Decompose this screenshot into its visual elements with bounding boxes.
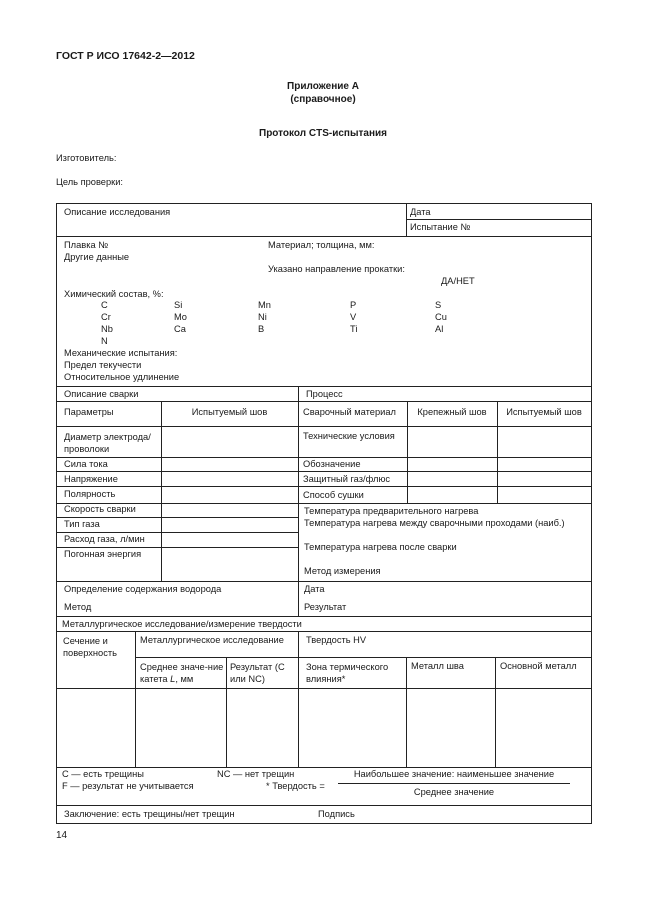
divider xyxy=(56,547,298,548)
avg-leg-label xyxy=(140,661,224,685)
element: Ca xyxy=(174,324,186,334)
divider xyxy=(56,767,591,768)
heat-no-label: Плавка № xyxy=(64,240,109,250)
divider xyxy=(135,657,591,658)
gas-type-label: Тип газа xyxy=(64,519,100,529)
metallurgy-header: Металлургическое исследование/измерение твердости xyxy=(62,619,302,629)
divider xyxy=(56,426,591,427)
chem-comp-label: Химический состав, %: xyxy=(64,289,164,299)
divider xyxy=(298,401,299,582)
divider xyxy=(56,401,591,402)
avg-leg-text: Среднее значе-ние катета xyxy=(140,662,224,684)
haz-label: Зона термического влияния* xyxy=(306,662,389,684)
avg-leg-unit: , мм xyxy=(175,674,194,684)
divider xyxy=(56,517,298,518)
standard-header: ГОСТ Р ИСО 17642-2—2012 xyxy=(56,50,195,62)
table-border-left xyxy=(56,203,57,824)
divider xyxy=(495,657,496,768)
other-data-label: Другие данные xyxy=(64,252,130,262)
signature-label: Подпись xyxy=(318,809,355,819)
divider xyxy=(56,616,591,617)
element: Cr xyxy=(101,312,111,322)
current-label: Сила тока xyxy=(64,459,108,469)
element: Mo xyxy=(174,312,187,322)
element: P xyxy=(350,300,357,310)
yield-strength-label: Предел текучести xyxy=(64,360,142,370)
divider xyxy=(406,657,407,768)
formula-denominator: Среднее значение xyxy=(413,787,495,797)
rolling-direction-label: Указано направление прокатки: xyxy=(268,264,405,274)
divider xyxy=(298,386,299,402)
parameters-label: Параметры xyxy=(64,407,114,417)
date-label: Дата xyxy=(410,207,431,217)
method-label: Метод xyxy=(64,602,92,612)
avg-leg-symbol: L xyxy=(170,674,176,684)
purpose-label: Цель проверки: xyxy=(56,177,123,187)
element: Si xyxy=(174,300,183,310)
appendix-title: Приложение А xyxy=(287,81,359,92)
divider xyxy=(161,401,162,582)
mech-tests-label: Механические испытания: xyxy=(64,348,178,358)
yes-no-label: ДА/НЕТ xyxy=(441,276,475,286)
divider xyxy=(56,486,591,487)
tested-seam-label-2: Испытуемый шов xyxy=(506,407,582,417)
tested-seam-label: Испытуемый шов xyxy=(191,407,268,417)
postweld-temp-label: Температура нагрева после сварки xyxy=(304,542,457,552)
interpass-temp-label: Температура нагрева между сварочными проходами (наиб.) xyxy=(304,518,565,528)
legend-f: F — результат не учитывается xyxy=(62,781,194,791)
appendix-subtitle: (справочное) xyxy=(290,94,356,105)
welding-material-label: Сварочный материал xyxy=(303,407,396,417)
process-label: Процесс xyxy=(306,389,343,399)
date2-label: Дата xyxy=(304,584,325,594)
hardness-label: Твердость HV xyxy=(306,635,367,645)
drying-method-label: Способ сушки xyxy=(303,490,364,500)
protocol-title: Протокол CTS-испытания xyxy=(259,128,387,139)
element: Ti xyxy=(350,324,358,334)
tech-conditions-label: Технические условия xyxy=(303,431,395,441)
result-c-nc-label: Результат (C или NC) xyxy=(230,662,285,684)
element: B xyxy=(258,324,265,334)
heat-input-label: Погонная энергия xyxy=(64,549,142,559)
divider xyxy=(56,688,591,689)
element: N xyxy=(101,336,108,346)
formula-fraction-line xyxy=(338,783,570,784)
gas-flow-label: Расход газа, л/мин xyxy=(64,534,145,544)
elongation-label: Относительное удлинение xyxy=(64,372,180,382)
welding-desc: Описание сварки xyxy=(64,389,139,399)
voltage-label: Напряжение xyxy=(64,474,118,484)
test-no-label: Испытание № xyxy=(410,222,471,232)
element: Al xyxy=(435,324,444,334)
element: Mn xyxy=(258,300,271,310)
investigation-desc: Описание исследования xyxy=(64,207,171,217)
divider xyxy=(135,631,136,768)
element: Cu xyxy=(435,312,447,322)
element: Nb xyxy=(101,324,113,334)
preheat-temp-label: Температура предварительного нагрева xyxy=(304,506,479,516)
result-label: Результат xyxy=(304,602,347,612)
page-number: 14 xyxy=(56,830,68,841)
conclusion-label: Заключение: есть трещины/нет трещин xyxy=(64,809,235,819)
hydrogen-det-label: Определение содержания водорода xyxy=(64,584,222,594)
table-border-bottom xyxy=(56,823,591,824)
element: Ni xyxy=(258,312,267,322)
legend-nc: NC — нет трещин xyxy=(217,769,295,779)
welding-speed-label: Скорость сварки xyxy=(64,504,136,514)
material-label: Материал; толщина, мм: xyxy=(268,240,375,250)
divider xyxy=(56,386,591,387)
divider xyxy=(56,457,591,458)
manufacturer-label: Изготовитель: xyxy=(56,153,117,163)
hardness-formula-label: * Твердость = xyxy=(266,781,325,791)
fastening-seam-label: Крепежный шов xyxy=(417,407,487,417)
element: V xyxy=(350,312,357,322)
divider xyxy=(56,471,591,472)
section-surface-label: Сечение и поверхность xyxy=(63,636,117,658)
metallurgical-study-label: Металлургическое исследование xyxy=(140,635,284,645)
divider xyxy=(56,503,591,504)
divider xyxy=(56,581,591,582)
divider xyxy=(56,236,591,237)
divider xyxy=(56,532,298,533)
legend-c: C — есть трещины xyxy=(62,769,144,779)
table-border-top xyxy=(56,203,591,204)
designation-label: Обозначение xyxy=(303,459,361,469)
formula-numerator: Наибольшее значение: наименьшее значение xyxy=(353,769,555,779)
divider xyxy=(298,581,299,617)
table-border-right xyxy=(591,203,592,824)
divider xyxy=(406,203,407,237)
measure-method-label: Метод измерения xyxy=(304,566,381,576)
shield-gas-label: Защитный газ/флюс xyxy=(303,474,391,484)
electrode-diam-label: Диаметр электрода/проволоки xyxy=(64,432,151,454)
weld-metal-label: Металл шва xyxy=(411,661,464,671)
element: C xyxy=(101,300,108,310)
divider xyxy=(298,631,299,768)
divider xyxy=(56,631,591,632)
polarity-label: Полярность xyxy=(64,489,116,499)
element: S xyxy=(435,300,442,310)
divider xyxy=(226,657,227,768)
divider xyxy=(56,805,591,806)
divider xyxy=(406,219,591,220)
base-metal-label: Основной металл xyxy=(500,661,577,671)
